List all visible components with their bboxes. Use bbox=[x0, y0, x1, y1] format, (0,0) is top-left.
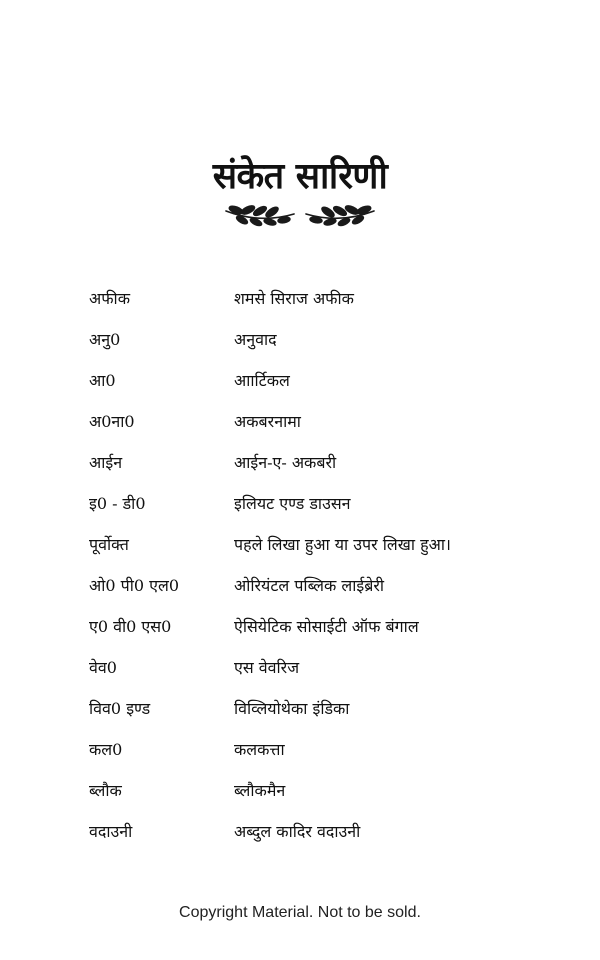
abbreviation-key: ओ0 पी0 एल0 bbox=[89, 575, 180, 595]
copyright-notice: Copyright Material. Not to be sold. bbox=[179, 904, 421, 921]
abbreviation-meaning: आईन-ए- अकबरी bbox=[234, 452, 337, 472]
page-title: संकेत सारिणी bbox=[212, 155, 388, 198]
abbreviation-key: अनु0 bbox=[89, 329, 121, 349]
abbreviation-meaning: ब्लौकमैन bbox=[234, 780, 286, 800]
abbreviation-key: विव0 इण्ड bbox=[89, 698, 151, 718]
abbreviation-key: पूर्वोक्त bbox=[89, 534, 129, 554]
abbreviation-row bbox=[89, 400, 529, 441]
abbreviation-meaning: ऐसियेटिक सोसाईटी ऑफ बंगाल bbox=[234, 616, 419, 636]
abbreviation-row bbox=[89, 646, 529, 687]
abbreviation-key: वदाउनी bbox=[89, 821, 133, 841]
abbreviation-meaning: अनुवाद bbox=[234, 329, 277, 349]
abbreviation-key: अफीक bbox=[89, 288, 130, 308]
abbreviation-key: आ0 bbox=[89, 370, 116, 390]
abbreviation-key: वेव0 bbox=[89, 657, 117, 677]
abbreviation-row bbox=[89, 687, 529, 728]
abbreviation-row bbox=[89, 769, 529, 810]
abbreviation-meaning: अब्दुल कादिर वदाउनी bbox=[234, 821, 361, 841]
abbreviation-meaning: ओरियंटल पब्लिक लाईब्रेरी bbox=[234, 575, 385, 595]
abbreviation-row bbox=[89, 605, 529, 646]
abbreviation-meaning: कलकत्ता bbox=[234, 739, 285, 759]
abbreviation-row bbox=[89, 482, 529, 523]
laurel-leaf-divider-icon bbox=[220, 198, 380, 232]
abbreviation-meaning: विव्लियोथेका इंडिका bbox=[234, 698, 350, 718]
abbreviation-meaning: पहले लिखा हुआ या उपर लिखा हुआ। bbox=[234, 534, 451, 554]
abbreviation-meaning: एस वेवरिज bbox=[234, 657, 300, 677]
abbreviation-meaning: आार्टिकल bbox=[234, 370, 290, 390]
abbreviation-meaning: अकबरनामा bbox=[234, 411, 301, 431]
abbreviation-row bbox=[89, 441, 529, 482]
abbreviation-key: ए0 वी0 एस0 bbox=[89, 616, 172, 636]
abbreviation-key: ब्लौक bbox=[89, 780, 122, 800]
abbreviation-row bbox=[89, 810, 529, 851]
abbreviation-row bbox=[89, 359, 529, 400]
abbreviation-key: इ0 - डी0 bbox=[89, 493, 146, 513]
abbreviation-row bbox=[89, 318, 529, 359]
abbreviation-key: आईन bbox=[89, 452, 123, 472]
abbreviation-meaning: इलियट एण्ड डाउसन bbox=[234, 493, 351, 513]
abbreviation-row bbox=[89, 728, 529, 769]
abbreviation-row bbox=[89, 564, 529, 605]
abbreviation-key: अ0ना0 bbox=[89, 411, 135, 431]
abbreviation-table bbox=[89, 277, 529, 851]
abbreviation-row bbox=[89, 277, 529, 318]
abbreviation-meaning: शमसे सिराज अफीक bbox=[234, 288, 354, 308]
abbreviation-key: कल0 bbox=[89, 739, 123, 759]
abbreviation-row bbox=[89, 523, 529, 564]
